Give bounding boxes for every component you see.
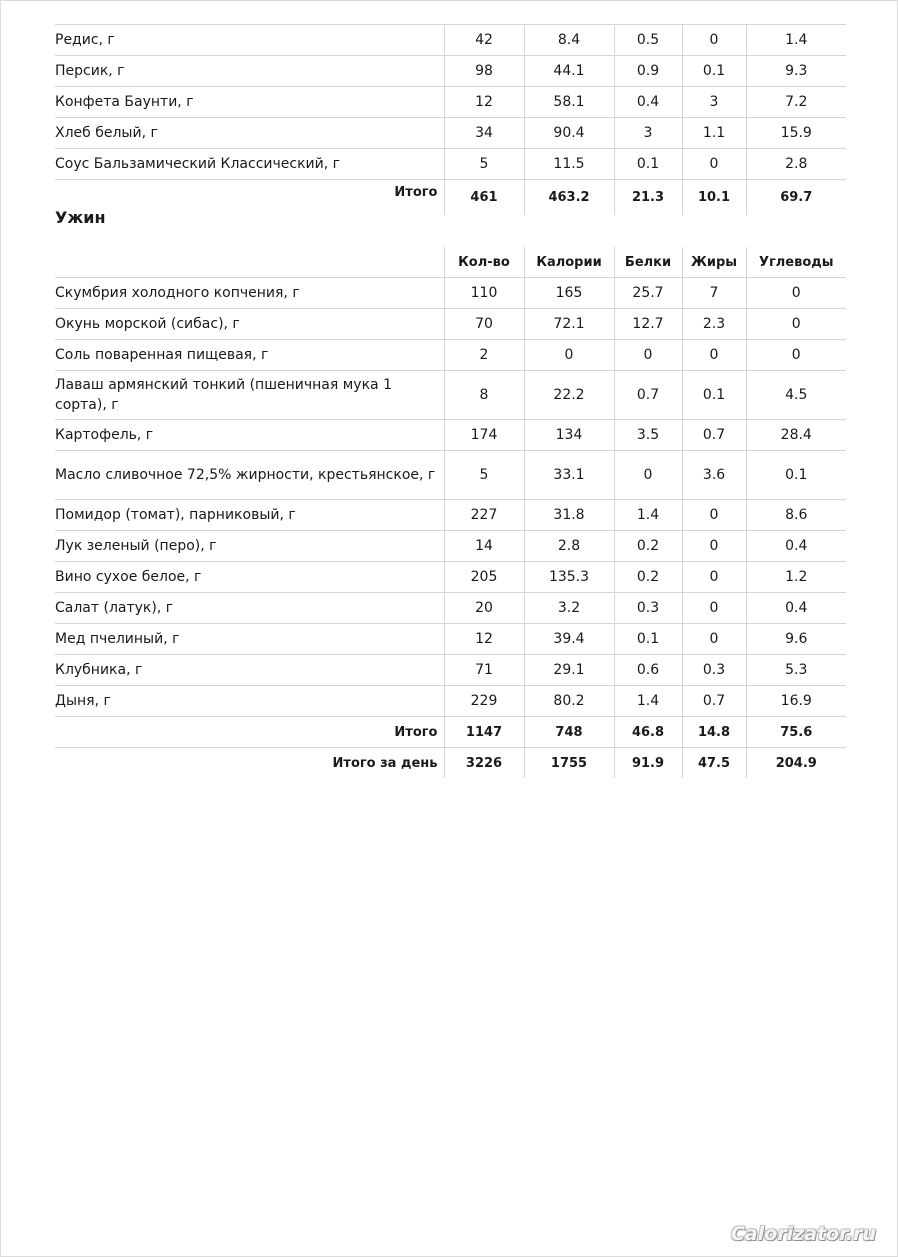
table-row [55, 149, 846, 180]
calories-cell: 22.2 [524, 371, 614, 420]
qty-cell: 5 [444, 149, 524, 180]
carbs-cell: 9.3 [746, 56, 846, 87]
total-qty: 1147 [444, 717, 524, 748]
protein-cell: 0.4 [614, 87, 682, 118]
fat-cell: 2.3 [682, 309, 746, 340]
food-name: Скумбрия холодного копчения, г [55, 278, 444, 309]
dinner-section-title: Ужин [55, 208, 106, 227]
table-row [55, 624, 846, 655]
protein-cell: 1.4 [614, 686, 682, 717]
protein-cell: 0.2 [614, 562, 682, 593]
table-row [55, 371, 846, 420]
carbs-cell: 15.9 [746, 118, 846, 149]
carbs-cell: 0 [746, 278, 846, 309]
carbs-cell: 0 [746, 340, 846, 371]
protein-cell: 0 [614, 451, 682, 500]
food-name: Мед пчелиный, г [55, 624, 444, 655]
dinner-table [55, 247, 846, 778]
calories-cell: 165 [524, 278, 614, 309]
total-calories: 463.2 [524, 180, 614, 216]
fat-cell: 7 [682, 278, 746, 309]
qty-cell: 70 [444, 309, 524, 340]
protein-cell: 0.1 [614, 149, 682, 180]
day-total-protein: 91.9 [614, 748, 682, 779]
qty-cell: 12 [444, 87, 524, 118]
day-total-calories: 1755 [524, 748, 614, 779]
table-row [55, 87, 846, 118]
protein-cell: 1.4 [614, 500, 682, 531]
table-row [55, 655, 846, 686]
carbs-cell: 8.6 [746, 500, 846, 531]
protein-cell: 0.1 [614, 624, 682, 655]
table-row [55, 500, 846, 531]
lunch-table-continuation [55, 24, 846, 215]
qty-cell: 34 [444, 118, 524, 149]
qty-cell: 14 [444, 531, 524, 562]
header-carbs: Углеводы [758, 254, 834, 270]
header-fat: Жиры [682, 247, 746, 278]
protein-cell: 0.2 [614, 531, 682, 562]
food-name: Редис, г [55, 25, 444, 56]
fat-cell: 0 [682, 593, 746, 624]
carbs-cell: 9.6 [746, 624, 846, 655]
day-total-fat: 47.5 [682, 748, 746, 779]
calories-cell: 0 [524, 340, 614, 371]
qty-cell: 227 [444, 500, 524, 531]
food-name: Персик, г [55, 56, 444, 87]
food-name: Конфета Баунти, г [55, 87, 444, 118]
header-qty: Кол-во [444, 247, 524, 278]
table-row [55, 531, 846, 562]
total-row [55, 717, 846, 748]
protein-cell: 0 [614, 340, 682, 371]
fat-cell: 0.3 [682, 655, 746, 686]
protein-cell: 0.5 [614, 25, 682, 56]
carbs-cell: 5.3 [746, 655, 846, 686]
food-name: Салат (латук), г [55, 593, 444, 624]
total-protein: 21.3 [614, 180, 682, 216]
fat-cell: 0 [682, 25, 746, 56]
calories-cell: 135.3 [524, 562, 614, 593]
calories-cell: 29.1 [524, 655, 614, 686]
protein-cell: 3 [614, 118, 682, 149]
total-carbs: 69.7 [746, 180, 846, 216]
table-row [55, 278, 846, 309]
table-row [55, 562, 846, 593]
fat-cell: 3 [682, 87, 746, 118]
total-label: Итого [55, 717, 444, 748]
total-fat: 14.8 [682, 717, 746, 748]
food-name: Клубника, г [55, 655, 444, 686]
food-name: Дыня, г [55, 686, 444, 717]
day-total-qty: 3226 [444, 748, 524, 779]
fat-cell: 0 [682, 149, 746, 180]
carbs-cell: 0.4 [746, 593, 846, 624]
carbs-cell: 0.1 [746, 451, 846, 500]
carbs-cell: 1.4 [746, 25, 846, 56]
food-name: Лук зеленый (перо), г [55, 531, 444, 562]
calories-cell: 3.2 [524, 593, 614, 624]
carbs-cell: 2.8 [746, 149, 846, 180]
table-row [55, 593, 846, 624]
qty-cell: 8 [444, 371, 524, 420]
fat-cell: 0 [682, 624, 746, 655]
protein-cell: 3.5 [614, 420, 682, 451]
food-name: Соус Бальзамический Классический, г [55, 149, 444, 180]
total-protein: 46.8 [614, 717, 682, 748]
qty-cell: 12 [444, 624, 524, 655]
carbs-cell: 4.5 [746, 371, 846, 420]
food-name: Окунь морской (сибас), г [55, 309, 444, 340]
carbs-cell: 0.4 [746, 531, 846, 562]
calories-cell: 39.4 [524, 624, 614, 655]
protein-cell: 0.7 [614, 371, 682, 420]
carbs-cell: 0 [746, 309, 846, 340]
day-total-label: Итого за день [55, 748, 444, 779]
calories-cell: 134 [524, 420, 614, 451]
fat-cell: 0.1 [682, 56, 746, 87]
protein-cell: 12.7 [614, 309, 682, 340]
calories-cell: 72.1 [524, 309, 614, 340]
fat-cell: 0 [682, 500, 746, 531]
qty-cell: 42 [444, 25, 524, 56]
fat-cell: 3.6 [682, 451, 746, 500]
table-row [55, 686, 846, 717]
table-row [55, 118, 846, 149]
qty-cell: 174 [444, 420, 524, 451]
qty-cell: 20 [444, 593, 524, 624]
calories-cell: 31.8 [524, 500, 614, 531]
fat-cell: 0 [682, 531, 746, 562]
total-row [55, 180, 846, 216]
food-name: Масло сливочное 72,5% жирности, крестьянское, г [55, 451, 444, 500]
qty-cell: 98 [444, 56, 524, 87]
carbs-cell: 7.2 [746, 87, 846, 118]
table-row [55, 56, 846, 87]
fat-cell: 1.1 [682, 118, 746, 149]
carbs-cell: 1.2 [746, 562, 846, 593]
site-watermark: Calorizator.ru [730, 1223, 876, 1245]
header-calories: Калории [524, 247, 614, 278]
day-total-carbs: 204.9 [746, 748, 846, 779]
calories-cell: 58.1 [524, 87, 614, 118]
food-name: Хлеб белый, г [55, 118, 444, 149]
calories-cell: 33.1 [524, 451, 614, 500]
fat-cell: 0.7 [682, 420, 746, 451]
protein-cell: 0.6 [614, 655, 682, 686]
total-carbs: 75.6 [746, 717, 846, 748]
food-name: Картофель, г [55, 420, 444, 451]
calories-cell: 90.4 [524, 118, 614, 149]
carbs-cell: 16.9 [746, 686, 846, 717]
protein-cell: 0.9 [614, 56, 682, 87]
calories-cell: 44.1 [524, 56, 614, 87]
day-total-row [55, 748, 846, 779]
fat-cell: 0.7 [682, 686, 746, 717]
table-row [55, 420, 846, 451]
table-row [55, 340, 846, 371]
qty-cell: 2 [444, 340, 524, 371]
table-row [55, 309, 846, 340]
table-row [55, 451, 846, 500]
total-calories: 748 [524, 717, 614, 748]
food-name: Соль поваренная пищевая, г [55, 340, 444, 371]
total-qty: 461 [444, 180, 524, 216]
calories-cell: 8.4 [524, 25, 614, 56]
header-protein: Белки [614, 247, 682, 278]
protein-cell: 25.7 [614, 278, 682, 309]
table-row [55, 25, 846, 56]
header-blank [55, 247, 444, 278]
qty-cell: 5 [444, 451, 524, 500]
food-name: Вино сухое белое, г [55, 562, 444, 593]
protein-cell: 0.3 [614, 593, 682, 624]
calories-cell: 2.8 [524, 531, 614, 562]
fat-cell: 0 [682, 562, 746, 593]
calories-cell: 80.2 [524, 686, 614, 717]
fat-cell: 0 [682, 340, 746, 371]
fat-cell: 0.1 [682, 371, 746, 420]
food-name: Помидор (томат), парниковый, г [55, 500, 444, 531]
carbs-cell: 28.4 [746, 420, 846, 451]
total-fat: 10.1 [682, 180, 746, 216]
qty-cell: 229 [444, 686, 524, 717]
total-label: Итого [55, 180, 444, 216]
qty-cell: 205 [444, 562, 524, 593]
calories-cell: 11.5 [524, 149, 614, 180]
qty-cell: 110 [444, 278, 524, 309]
food-name: Лаваш армянский тонкий (пшеничная мука 1 сорта), г [55, 371, 444, 420]
qty-cell: 71 [444, 655, 524, 686]
table-header-row [55, 247, 846, 278]
